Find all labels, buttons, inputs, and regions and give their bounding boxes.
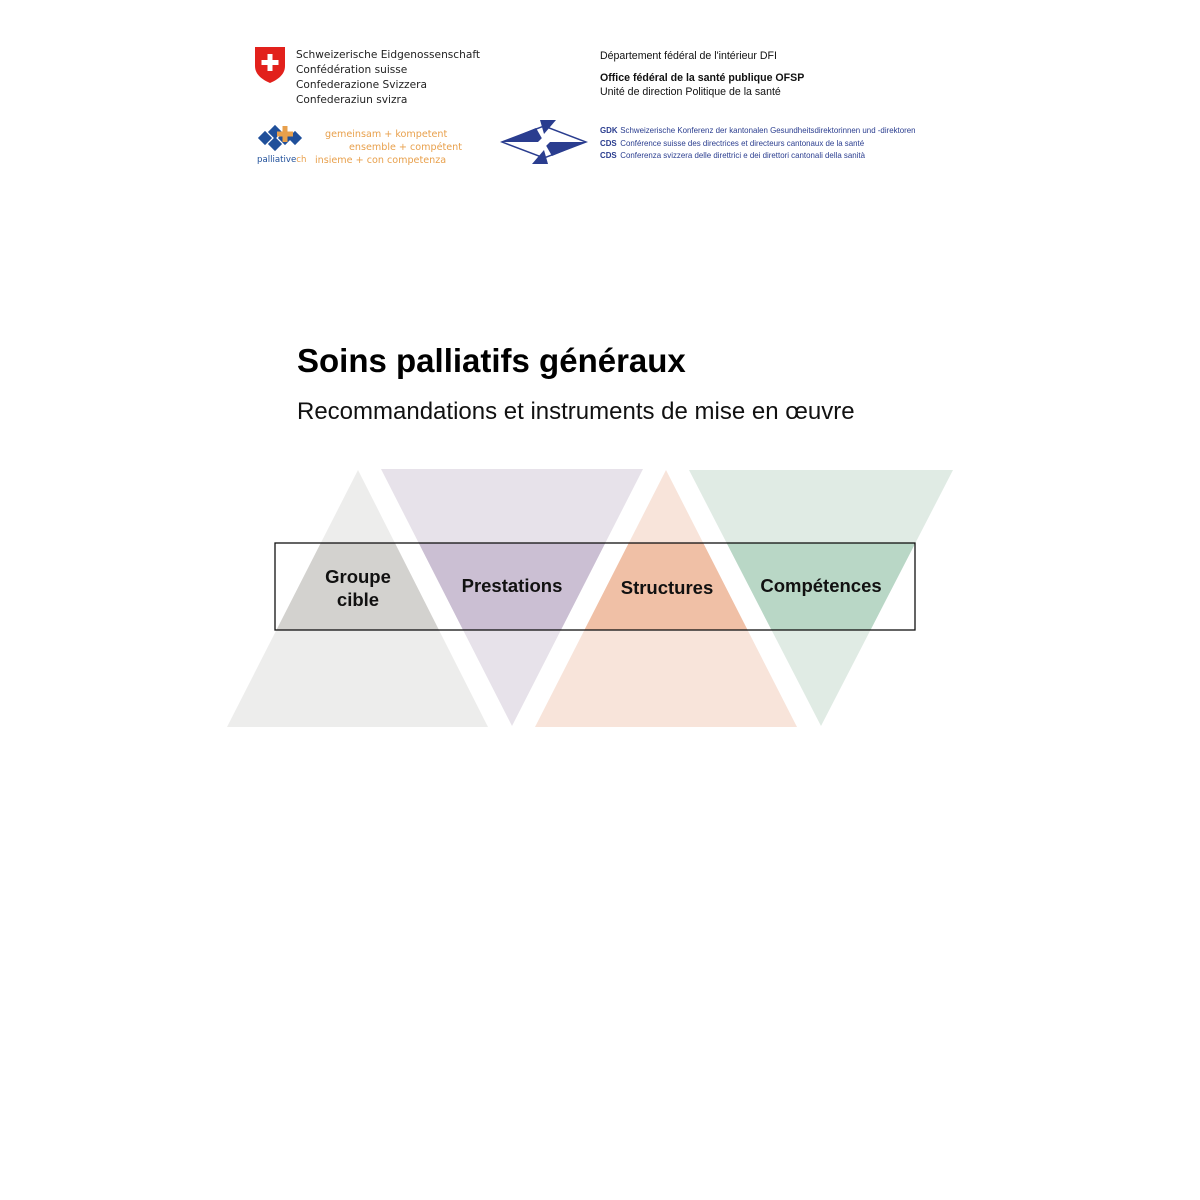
label-groupe-line1: Groupe <box>325 566 391 587</box>
label-competences: Compétences <box>760 575 882 596</box>
confederation-name-fr: Confédération suisse <box>296 64 408 76</box>
unit-name: Unité de direction Politique de la santé <box>600 86 781 98</box>
confederation-name-it: Confederazione Svizzera <box>296 79 427 91</box>
palliative-brand-suffix: ch <box>296 155 307 165</box>
palliative-brand: palliative <box>257 155 297 165</box>
cds-text-fr: Conférence suisse des directrices et directeurs cantonaux de la santé <box>620 137 865 148</box>
label-structures: Structures <box>620 577 714 598</box>
office-name: Office fédéral de la santé publique OFSP <box>600 72 805 84</box>
confederation-name-de: Schweizerische Eidgenossenschaft <box>296 49 481 61</box>
palliative-tagline-de: gemeinsam + kompetent <box>325 129 448 140</box>
cds-abbr-fr: CDS <box>600 137 617 148</box>
document-subtitle: Recommandations et instruments de mise en œuvre <box>297 398 855 425</box>
label-groupe-line2: cible <box>336 589 380 610</box>
document-title: Soins palliatifs généraux <box>297 342 686 379</box>
gdk-abbr: GDK <box>600 125 618 135</box>
palliative-tagline-fr: ensemble + compétent <box>349 142 463 153</box>
label-prestations: Prestations <box>461 575 563 596</box>
cds-abbr-it: CDS <box>600 150 617 160</box>
confederation-name-rm: Confederaziun svizra <box>296 94 408 106</box>
gdk-text: Schweizerische Konferenz der kantonalen Gesundheitsdirektorinnen und -direktoren <box>620 125 916 135</box>
department-name: Département fédéral de l'intérieur DFI <box>600 50 777 62</box>
cds-text-it: Conferenza svizzera delle direttrici e dei direttori cantonali della sanità <box>620 150 866 160</box>
palliative-tagline-it: insieme + con competenza <box>315 155 447 166</box>
